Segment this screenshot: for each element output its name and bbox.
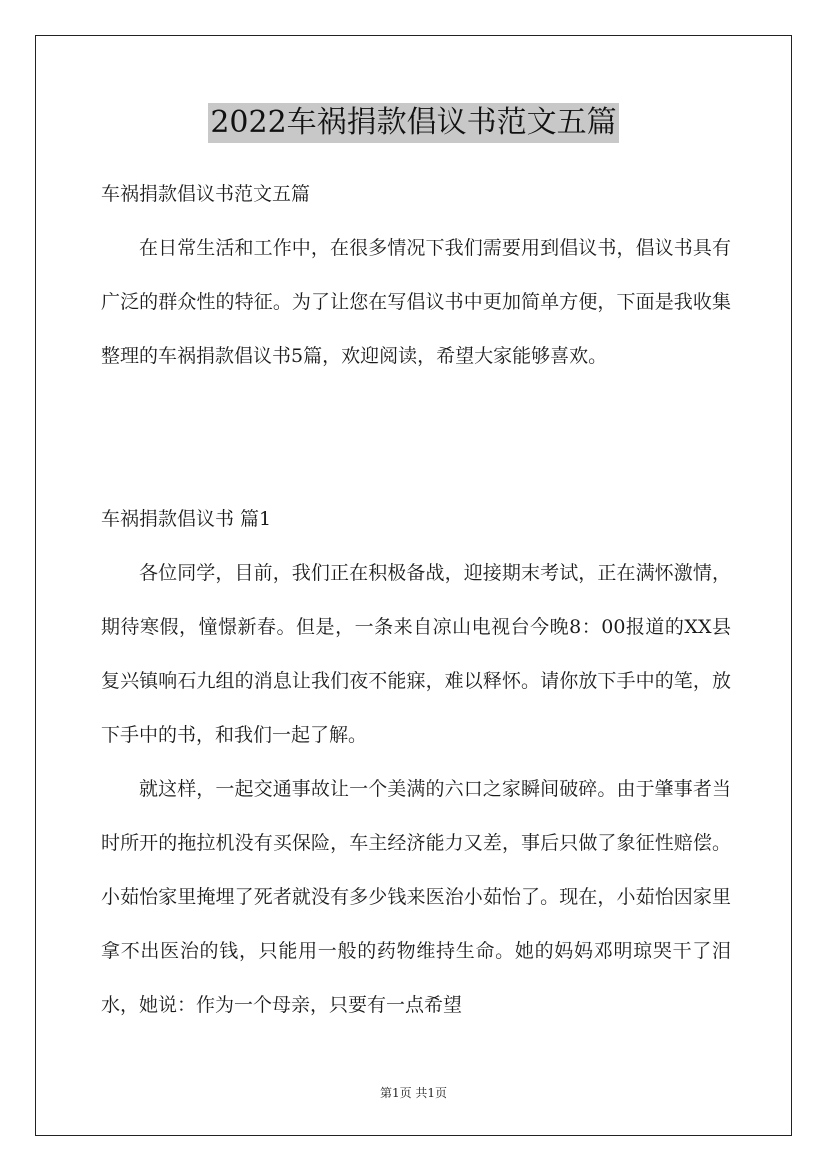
title-container: [0, 103, 827, 143]
document-body: [101, 167, 731, 383]
section-1-paragraph-1: 各位同学，目前，我们正在积极备战，迎接期末考试，正在满怀激情，期待寒假，憧憬新春。但是，一条来自凉山电视台今晚8：00报道的XX县复兴镇响石九组的消息让我们夜不能寐，难以释怀。请你放下手中的笔，放下手中的书，和我们一起了解。: [101, 562, 731, 746]
section-1-heading: 车祸捐款倡议书 篇1: [101, 508, 272, 530]
document-title: 2022车祸捐款倡议书范文五篇: [208, 103, 618, 143]
document-subtitle: 车祸捐款倡议书范文五篇: [101, 183, 311, 205]
section-1-paragraph-2: 就这样，一起交通事故让一个美满的六口之家瞬间破碎。由于肇事者当时所开的拖拉机没有买保险，车主经济能力又差，事后只做了象征性赔偿。小茹怡家里掩埋了死者就没有多少钱来医治小茹怡了。现在，小茹怡因家里拿不出医治的钱，只能用一般的药物维持生命。她的妈妈邓明琼哭干了泪水，她说：作为一个母亲，只要有一点希望: [101, 778, 731, 1016]
page-footer: 第1页 共1页: [379, 1086, 448, 1100]
section-1: [101, 492, 731, 1032]
intro-paragraph: 在日常生活和工作中，在很多情况下我们需要用到倡议书，倡议书具有广泛的群众性的特征。为了让您在写倡议书中更加简单方便，下面是我收集整理的车祸捐款倡议书5篇，欢迎阅读，希望大家能够喜欢。: [101, 237, 731, 367]
